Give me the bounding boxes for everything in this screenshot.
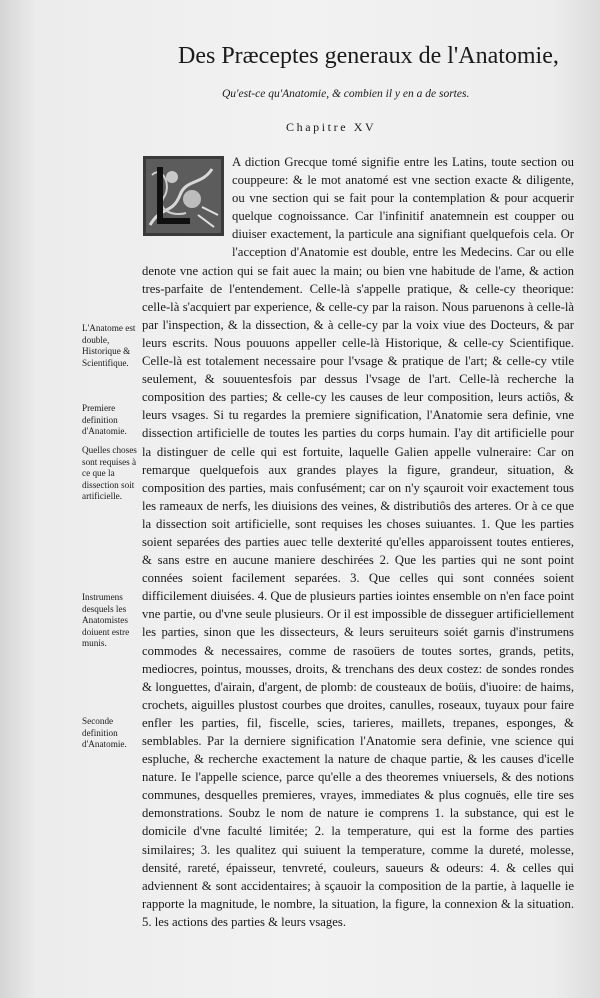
chapter-subheading: Qu'est-ce qu'Anatomie, & combien il y en a de sortes.: [222, 88, 470, 100]
body-text-block: [142, 153, 574, 931]
margin-note: Seconde definition d'Anatomie.: [82, 716, 127, 749]
chapter-label: Chapitre XV: [286, 120, 377, 134]
margin-note: Instrumens desquels les Anatomistes doiuent estre munis.: [82, 592, 130, 648]
page-heading: Des Præceptes generaux de l'Anatomie,: [178, 43, 559, 69]
ornamental-initial-icon: [142, 155, 225, 237]
margin-note: Premiere definition d'Anatomie.: [82, 403, 127, 436]
margin-note: L'Anatome est double, Historique & Scientifique.: [82, 323, 136, 368]
body-paragraph: A diction Grecque tomé signifie entre les Latins, toute section ou couppeure: & le mot anatomé est vne section exacte & diligente, ou vne section qui se fait pour la contemplation & pour acquerir quelque cognoissance. Car l'infinitif anatemnein est coupper ou diuiser exactement, la particule ana signifiant quelquefois cela. Or l'acception d'Anatomie est double, entre les Medecins. Car ou elle denote vne action qui se fait auec la main; ou bien vne habitude de l'ame, & action tres-parfaite de l'entendement. Celle-là s'appelle pratique, & celle-cy theorique: celle-là s'acquiert par experience, & celle-cy par la raison. Nous paruenons à celle-là par l'inspection, & la dissection, & à celle-cy par la voix viue des Docteurs, & par leurs escrits. Nous pouuons appeller celle-là Historique, & celle-cy Scientifique. Celle-là est totalement necessaire pour l'vsage & pratique de l'art; & celle-cy vtile seulement, & souuentesfois par dessus l'vsage de l'art. Celle-là recherche la composition des parties; & celle-cy les causes de leur composition, leurs actiôs, & leurs vsages. Si tu regardes la premiere signification, l'Anatomie sera definie, vne dissection artificielle de toutes les parties du corps humain. I'ay dit artificielle pour la distinguer de celle qui est fortuite, laquelle Galien appelle vulneraire: Car on remarque quelquefois aux grandes playes la figure, grandeur, situation, & composition des parties, mais confusément; car on n'y sçauroit voir exactement tous les rameaux de nerfs, les diuisions des veines, & distributiôs des arteres. Or à ce que la dissection soit artificielle, sont requises les choses suiuantes. 1. Que les parties soient separées des parties auec telle dexterité qu'elles apparoissent toutes entieres, & sans estre en aucune maniere deschirées 2. Que les parties qui ne sont point connées soient facilement separées. 3. Que celles qui sont connées soient difficilement diuisées. 4. Que de plusieurs parties iointes ensemble on n'en face point vne partie, ou d'vne seule plusieurs. Or il est impossible de disseguer artificiellement les parties, sinon que les dissecteurs, & leurs seruiteurs soiét garnis d'instrumens commodes & necessaires, comme de rasoüers de toutes sortes, grands, petits, mediocres, pointus, mousses, droits, & trenchans des deux costez: de sondes rondes & longuettes, d'airain, d'argent, de plomb: de cousteaux de boüis, d'iuoire: de haims, crochets, aiguilles plustost courbes que droites, canulles, roseaux, tuyaux pour faire enfler les parties, fil, fiscelle, scies, tarieres, maillets, trepanes, esponges, & semblables. Par la derniere signification l'Anatomie sera definie, vne science qui espluche, & recherche exactement la nature de chaque partie, & les causes d'icelle nature. Ie l'appelle science, parce qu'elle a des theoremes vniuersels, & des notions communes, desquelles premieres, vrayes, immediates & plus cognuës, elle tire ses demonstrations. Soubz le nom de nature ie comprens 1. la substance, qui est le domicile d'vne faculté limitée; 2. la temperature, qui est la forme des parties similaires; 3. les qualitez qui suiuent la temperature, comme la dureté, molesse, densité, rareté, épaisseur, tenvreté, couleurs, saueurs & odeurs: 4. & celles qui adviennent & sont accidentaires; à sçauoir la composition de la partie, à laquelle ie rapporte la magnitude, le nombre, la situation, la figure, la connexion & la situation. 5. les actions des parties & leurs vsages.: [142, 155, 574, 929]
margin-note: Quelles choses sont requises à ce que la dissection soit artificielle.: [82, 445, 137, 501]
